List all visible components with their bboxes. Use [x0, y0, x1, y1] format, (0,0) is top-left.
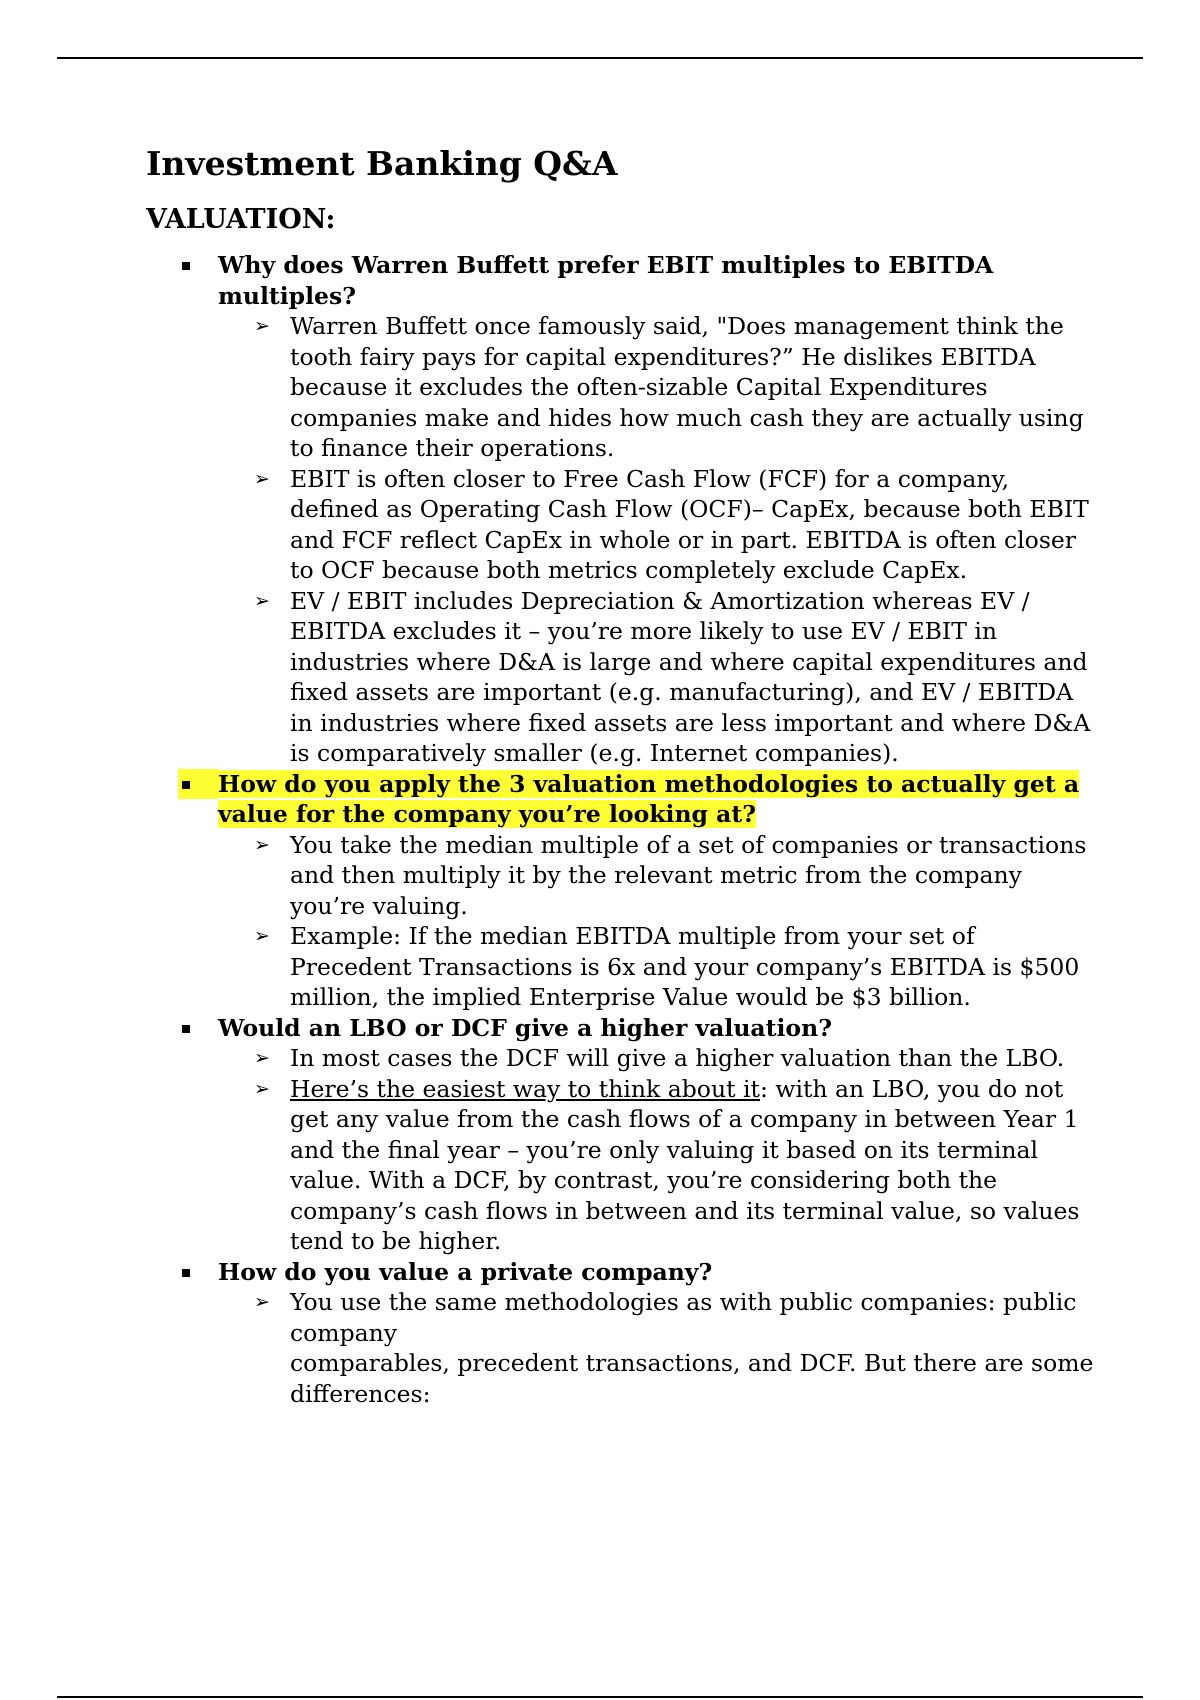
question-item: [146, 250, 1096, 769]
answer-text: Warren Buffett once famously said, "Does management think the tooth fairy pays for capital expenditures?” He dislikes EBITDA because it excludes the often-sizable Capital Expenditures companies make and hides how much cash they are actually using to finance their operations.: [290, 312, 1084, 462]
answer-item: [218, 921, 1096, 1013]
answer-item: [218, 311, 1096, 464]
question-text: How do you value a private company?: [218, 1257, 713, 1286]
question-item: [146, 1013, 1096, 1257]
answer-text: You take the median multiple of a set of companies or transactions and then multiply it by the relevant metric from the company you’re valuing.: [290, 830, 1087, 920]
answer-list: [218, 311, 1096, 769]
question-text: Why does Warren Buffett prefer EBIT multiples to EBITDA multiples?: [218, 251, 994, 310]
arrowhead-bullet-icon: ➢: [254, 467, 270, 490]
highlighted-question-text: How do you apply the 3 valuation methodologies to actually get a value for the company you’re looking at?: [218, 769, 1080, 828]
question-item-highlighted: [146, 769, 1096, 1013]
answer-text: You use the same methodologies as with public companies: public company: [290, 1288, 1077, 1347]
answer-list: [218, 1287, 1096, 1409]
arrowhead-bullet-icon: ➢: [254, 925, 270, 947]
arrowhead-bullet-icon: ➢: [254, 833, 270, 856]
answer-text: Example: If the median EBITDA multiple from your set of Precedent Transactions is 6x and your company’s EBITDA is $500 million, the implied Enterprise Value would be $3 billion.: [290, 922, 1080, 1011]
footer-rule: [57, 1696, 1143, 1698]
question-text: [218, 769, 1096, 830]
square-bullet-icon: [182, 262, 190, 270]
document-body: [146, 140, 1096, 1409]
answer-item: [218, 1043, 1096, 1074]
square-bullet-icon: [182, 1025, 190, 1033]
answer-item: [218, 1287, 1096, 1409]
question-item: [146, 1257, 1096, 1410]
underlined-lead: Here’s the easiest way to think about it: [290, 1074, 760, 1103]
answer-item: ➢ Here’s the easiest way to think about it: with an LBO, you do not get any value from the cash flows of a company in between Year 1 and the final year – you’re only valuing it based on its terminal value. With a DCF, by contrast, you’re considering both the company’s cash flows in between and its terminal value, so values tend to be higher.: [254, 1074, 1080, 1255]
arrowhead-bullet-icon: ➢: [254, 1077, 270, 1100]
square-bullet-icon: [182, 781, 190, 789]
answer-text: EBIT is often closer to Free Cash Flow (FCF) for a company, defined as Operating Cash Flow (OCF)– CapEx, because both EBIT and FCF reflect CapEx in whole or in part. EBITDA is often closer to OCF because both metrics completely exclude CapEx.: [290, 464, 1089, 584]
section-heading: VALUATION:: [146, 204, 336, 235]
answer-item: [218, 586, 1096, 769]
answer-list: [218, 830, 1096, 1013]
answer-text-continued: comparables, precedent transactions, and DCF. But there are some differences:: [290, 1349, 1094, 1408]
answer-list: [218, 1043, 1096, 1257]
answer-text: EV / EBIT includes Depreciation & Amortization whereas EV / EBITDA excludes it – you’re more likely to use EV / EBIT in industries where D&A is large and where capital expenditures and fixed assets are important (e.g. manufacturing), and EV / EBITDA in industries where fixed assets are less important and where D&A is comparatively smaller (e.g. Internet companies).: [290, 586, 1091, 767]
square-bullet-icon: [182, 1269, 190, 1277]
answer-item: [218, 464, 1096, 586]
question-text: Would an LBO or DCF give a higher valuation?: [218, 1013, 832, 1042]
arrowhead-bullet-icon: ➢: [254, 315, 270, 337]
question-list: [146, 250, 1096, 1409]
arrowhead-bullet-icon: ➢: [254, 1291, 270, 1313]
arrowhead-bullet-icon: ➢: [254, 589, 270, 612]
document-title: Investment Banking Q&A: [146, 144, 618, 183]
answer-text: In most cases the DCF will give a higher valuation than the LBO.: [290, 1044, 1065, 1072]
arrowhead-bullet-icon: ➢: [254, 1047, 270, 1069]
answer-text: with an LBO, you do not get any value from the cash flows of a company in between Year 1 and the final year – you’re only valuing it based on its terminal value. With a DCF, by contrast, you’re considering both the company’s cash flows in between and its terminal value, so values tend to be higher.: [290, 1074, 1080, 1255]
header-rule: [57, 57, 1143, 59]
answer-item: [218, 830, 1096, 922]
